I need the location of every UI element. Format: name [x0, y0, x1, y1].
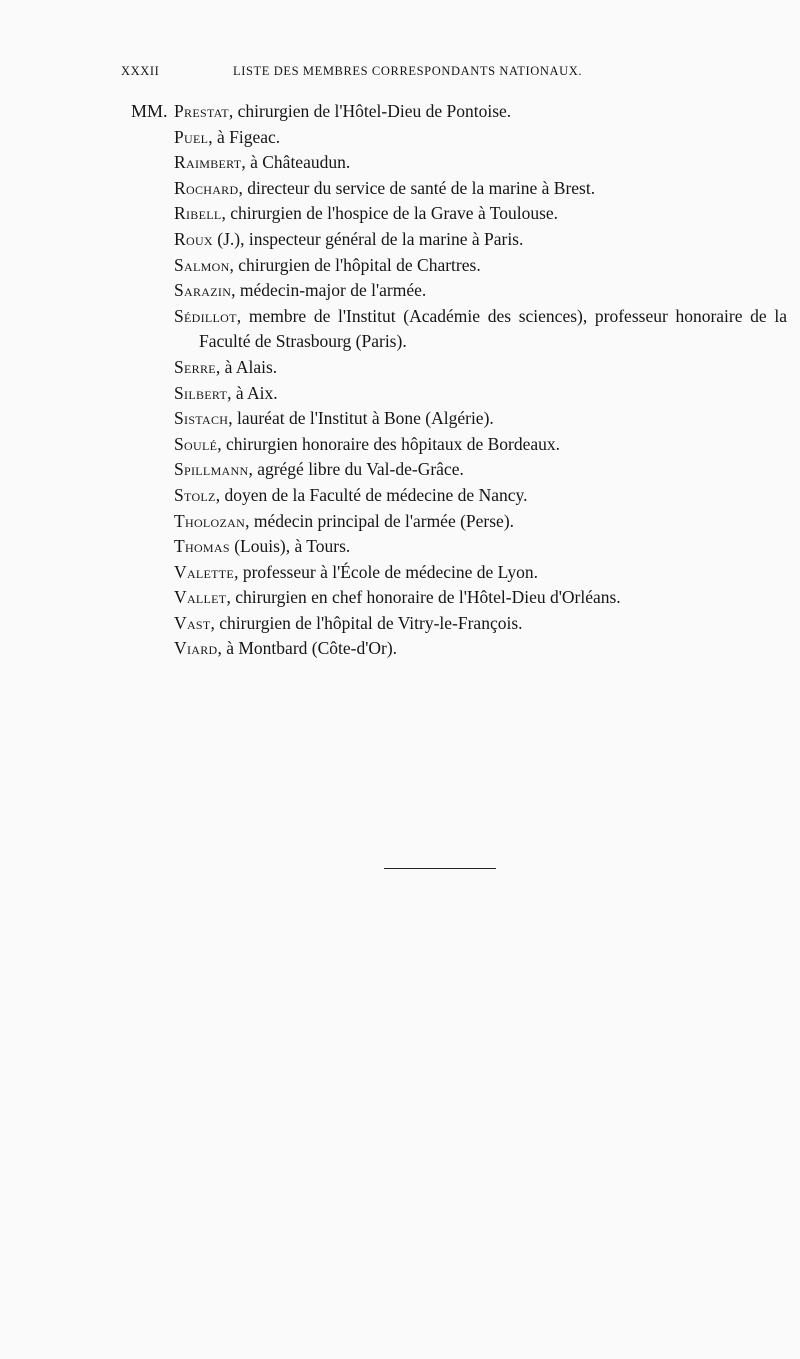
page-number: XXXII	[121, 64, 160, 78]
list-item	[131, 432, 761, 458]
list-item	[131, 150, 761, 176]
list-item	[131, 355, 761, 381]
member-name: Viard	[174, 638, 218, 659]
member-description: , doyen de la Faculté de médecine de Nancy.	[215, 484, 528, 505]
member-name: Sistach	[174, 408, 229, 429]
end-rule-divider	[384, 868, 496, 869]
list-item	[131, 99, 761, 125]
member-name: Salmon	[174, 254, 230, 275]
list-item	[131, 201, 761, 227]
member-name: Stolz	[174, 484, 216, 505]
member-name: Rochard	[174, 177, 239, 198]
list-item	[131, 278, 761, 304]
member-description: , chirurgien de l'Hôtel-Dieu de Pontoise.	[228, 101, 512, 121]
member-description: , directeur du service de santé de la marine à Brest.	[238, 177, 596, 198]
member-name: Raimbert	[174, 152, 242, 173]
member-name: Soulé	[174, 433, 218, 454]
member-name: Silbert	[174, 382, 228, 403]
member-name: Valette	[174, 561, 235, 582]
list-item	[131, 227, 761, 253]
member-name: Roux	[174, 228, 213, 249]
list-item	[131, 304, 787, 355]
list-item	[131, 611, 761, 637]
list-item	[131, 253, 761, 279]
honorific-prefix: MM.	[131, 101, 168, 121]
member-name: Sarazin	[174, 280, 232, 301]
member-description: (Louis), à Tours.	[229, 536, 351, 557]
running-title: LISTE DES MEMBRES CORRESPONDANTS NATIONAUX.	[233, 64, 583, 78]
member-description: , professeur à l'École de médecine de Lyon.	[234, 561, 538, 582]
list-item	[131, 585, 761, 611]
list-item	[131, 176, 761, 202]
member-name: Spillmann	[174, 459, 249, 480]
member-name: Puel	[174, 126, 209, 147]
member-description: , à Châteaudun.	[241, 152, 351, 173]
member-name: Prestat	[174, 101, 229, 121]
member-description: , à Montbard (Côte-d'Or).	[217, 638, 398, 659]
member-description: , à Figeac.	[208, 126, 281, 147]
member-name: Sédillot	[174, 305, 237, 326]
list-item	[131, 457, 761, 483]
member-description: , à Aix.	[227, 382, 278, 403]
member-name: Serre	[174, 356, 216, 377]
member-description: , médecin-major de l'armée.	[231, 280, 427, 301]
member-name: Tholozan	[174, 510, 246, 531]
list-item	[131, 534, 761, 560]
member-description: , à Alais.	[215, 356, 278, 377]
member-description: , médecin principal de l'armée (Perse).	[245, 510, 515, 531]
member-entry-text	[174, 304, 787, 355]
member-description: , membre de l'Institut (Académie des sciences), professeur honoraire de la Faculté de Strasbourg (Paris).	[199, 305, 787, 352]
list-item	[131, 560, 761, 586]
list-item	[131, 636, 761, 662]
member-description: , chirurgien honoraire des hôpitaux de Bordeaux.	[217, 433, 561, 454]
member-description: , chirurgien de l'hôpital de Vitry-le-François.	[210, 612, 523, 633]
member-list	[131, 99, 787, 662]
member-description: , chirurgien de l'hôpital de Chartres.	[229, 254, 481, 275]
member-description: , agrégé libre du Val-de-Grâce.	[248, 459, 464, 480]
member-description: (J.), inspecteur général de la marine à Paris.	[212, 228, 524, 249]
list-item	[131, 509, 761, 535]
member-description: , chirurgien en chef honoraire de l'Hôtel-Dieu d'Orléans.	[226, 587, 621, 608]
member-description: , lauréat de l'Institut à Bone (Algérie).	[228, 408, 494, 429]
member-name: Vast	[174, 612, 211, 633]
member-name: Vallet	[174, 587, 227, 608]
member-name: Thomas	[174, 536, 230, 557]
member-description: , chirurgien de l'hospice de la Grave à Toulouse.	[221, 203, 559, 224]
running-head	[121, 64, 640, 84]
list-item	[131, 125, 761, 151]
list-item	[131, 381, 761, 407]
list-item	[131, 406, 761, 432]
list-item	[131, 483, 761, 509]
member-name: Ribell	[174, 203, 222, 224]
